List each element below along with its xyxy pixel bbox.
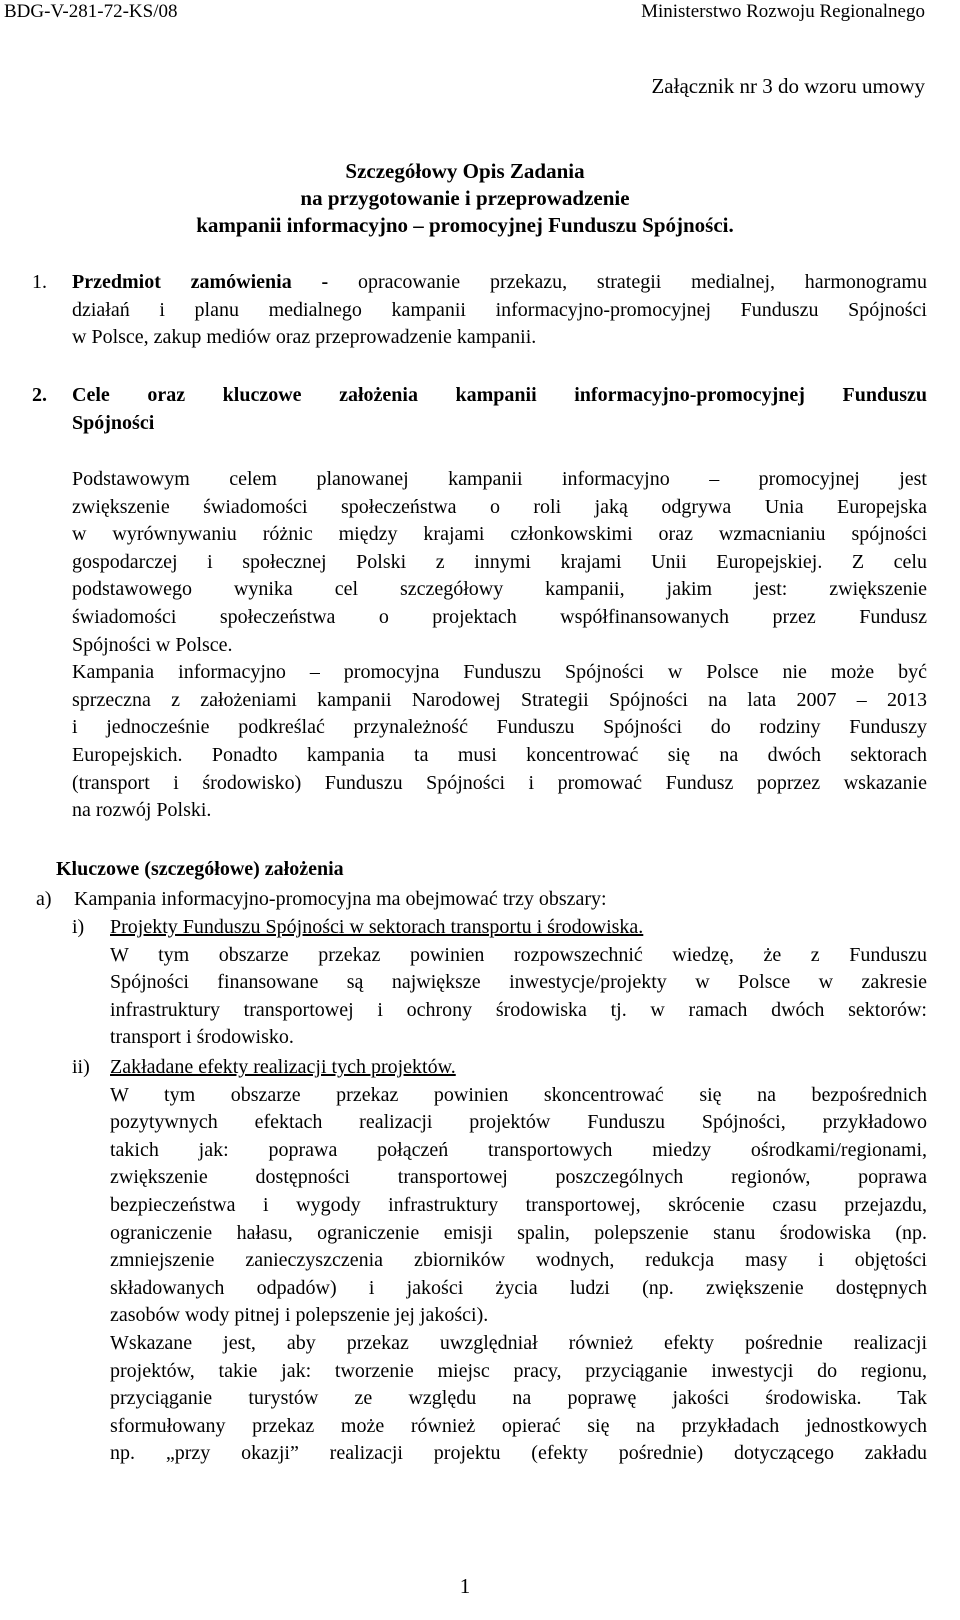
paragraph-line: w wyrównywaniu różnic między krajami członkowskimi oraz wzmacnianiu spójności (72, 523, 927, 546)
section-2-heading (32, 382, 927, 437)
paragraph-line: takich jak: poprawa połączeń transportowych miedzy ośrodkami/regionami, (110, 1138, 927, 1161)
paragraph-2 (72, 659, 927, 825)
paragraph-line: gospodarczej i społecznej Polski z innymi krajami Unii Europejskiej. Z celu (72, 550, 927, 573)
section-2-body (72, 466, 927, 825)
section-1-number: 1. (32, 271, 47, 293)
paragraph-line: W tym obszarze przekaz powinien skoncentrować się na bezpośrednich (110, 1083, 927, 1106)
section-1-line (72, 269, 927, 297)
paragraph-line: infrastruktury transportowej i ochrony środowiska tj. w ramach dwóch sektorów: (110, 998, 927, 1021)
paragraph-line: sprzeczna z założeniami kampanii Narodowej Strategii Spójności na lata 2007 – 2013 (72, 688, 927, 711)
key-assumptions-heading: Kluczowe (szczegółowe) założenia (56, 858, 344, 880)
paragraph-line: Spójności finansowane są największe inwestycje/projekty w Polsce w zakresie (110, 971, 927, 994)
list-subitem-i-heading: Projekty Funduszu Spójności w sektorach transportu i środowiska. (110, 916, 644, 938)
title-line-3: kampanii informacyjno – promocyjnej Funduszu Spójności. (196, 213, 734, 237)
section-1 (32, 269, 927, 352)
paragraph-line: Europejskich. Ponadto kampania ta musi koncentrować się na dwóch sektorach (72, 743, 927, 766)
title-line-2: na przygotowanie i przeprowadzenie (300, 186, 630, 210)
paragraph-line: zmniejszenie zanieczyszczenia zbiorników wodnych, redukcja masy i objętości (110, 1249, 927, 1272)
paragraph-line: zwiększenie dostępności transportowej poszczególnych regionów, poprawa (110, 1166, 927, 1189)
paragraph-line: sformułowany przekaz może również opierać się na przykładach jednostkowych (110, 1414, 927, 1437)
paragraph-line: na rozwój Polski. (72, 799, 212, 822)
section-2-number: 2. (32, 384, 47, 406)
section-1-line-1-rest: opracowanie przekazu, strategii medialnej, harmonogramu (328, 271, 927, 293)
header-ministry: Ministerstwo Rozwoju Regionalnego (641, 1, 925, 22)
section-1-bold-lead: Przedmiot zamówienia - (72, 271, 329, 293)
paragraph-line: W tym obszarze przekaz powinien rozpowszechnić wiedzę, że z Funduszu (110, 943, 927, 966)
section-2-heading-line (72, 410, 927, 438)
section-2-heading-text-1: Cele oraz kluczowe założenia kampanii informacyjno-promocyjnej Funduszu (72, 384, 927, 406)
paragraph-line: pozytywnych efektach realizacji projektów Funduszu Spójności, przykładowo (110, 1111, 927, 1134)
section-1-line: działań i planu medialnego kampanii informacyjno-promocyjnej Funduszu Spójności (72, 298, 927, 321)
paragraph-line: np. „przy okazji” realizacji projektu (efekty pośrednie) dotyczącego zakładu (110, 1442, 927, 1465)
document-title (0, 158, 930, 239)
header-document-code: BDG-V-281-72-KS/08 (4, 1, 178, 22)
section-2-heading-text-2: Spójności (72, 411, 155, 434)
paragraph-line: Spójności w Polsce. (72, 633, 233, 656)
annex-label: Załącznik nr 3 do wzoru umowy (651, 74, 925, 98)
paragraph-line: i jednocześnie podkreślać przynależność Funduszu Spójności do rodziny Funduszy (72, 716, 927, 739)
section-2-heading-line (72, 382, 927, 410)
paragraph-line: transport i środowisko. (110, 1026, 294, 1049)
title-line-1: Szczegółowy Opis Zadania (345, 159, 585, 183)
list-subitem-ii-heading: Zakładane efekty realizacji tych projektów. (110, 1056, 456, 1078)
page-number: 1 (459, 1574, 471, 1598)
paragraph-line: ograniczenie hałasu, ograniczenie emisji spalin, polepszenie stanu środowiska (np. (110, 1221, 927, 1244)
paragraph-line: (transport i środowisko) Funduszu Spójności i promować Fundusz poprzez wskazanie (72, 771, 927, 794)
paragraph-line: projektów, takie jak: tworzenie miejsc pracy, przyciąganie inwestycji do regionu, (110, 1359, 927, 1382)
list-subitem-i-body (110, 942, 927, 1052)
list-item-a-label: a) (36, 888, 52, 910)
paragraph-1 (72, 466, 927, 659)
paragraph-line: Podstawowym celem planowanej kampanii informacyjno – promocyjnej jest (72, 468, 927, 490)
section-1-line: w Polsce, zakup mediów oraz przeprowadzenie kampanii. (72, 326, 537, 349)
paragraph-line: Kampania informacyjno – promocyjna Funduszu Spójności w Polsce nie może być (72, 661, 927, 684)
paragraph-line: bezpieczeństwa i wygody infrastruktury transportowej, skrócenie czasu przejazdu, (110, 1193, 927, 1216)
list-subitem-ii (72, 1054, 927, 1468)
list-subitem-i-label: i) (72, 916, 85, 938)
paragraph-line: zwiększenie świadomości społeczeństwa o roli jaką odgrywa Unia Europejska (72, 495, 927, 518)
paragraph-line: podstawowego wynika cel szczegółowy kampanii, jakim jest: zwiększenie (72, 578, 927, 601)
list-subitem-ii-body (110, 1082, 927, 1468)
paragraph-line: składowanych odpadów) i jakości życia ludzi (np. zwiększenie dostępnych (110, 1276, 927, 1299)
paragraph-line: Wskazane jest, aby przekaz uwzględniał również efekty pośrednie realizacji (110, 1331, 927, 1354)
paragraph-line: przyciąganie turystów ze względu na poprawę jakości środowiska. Tak (110, 1387, 927, 1410)
paragraph-line: świadomości społeczeństwa o projektach współfinansowanych przez Fundusz (72, 605, 927, 628)
list-item-a-text: Kampania informacyjno-promocyjna ma obejmować trzy obszary: (74, 888, 607, 910)
list-subitem-i (72, 914, 927, 1052)
list-subitem-ii-label: ii) (72, 1056, 90, 1078)
paragraph-line: zasobów wody pitnej i polepszenie jej jakości). (110, 1304, 489, 1327)
